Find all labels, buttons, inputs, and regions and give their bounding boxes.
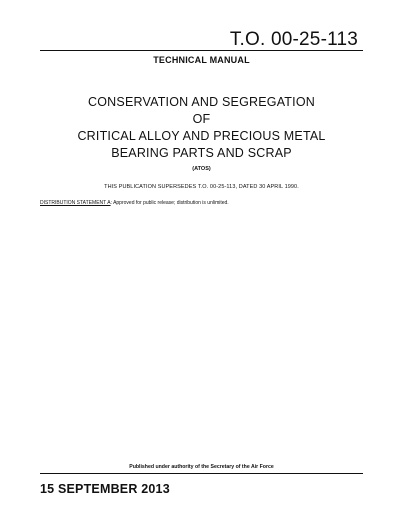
manual-type-heading: TECHNICAL MANUAL — [153, 55, 250, 65]
title-line-3: CRITICAL ALLOY AND PRECIOUS METAL — [77, 129, 326, 143]
top-divider — [40, 50, 363, 51]
atos-code: (ATOS) — [192, 166, 211, 172]
distribution-statement — [40, 200, 229, 206]
distribution-label: DISTRIBUTION STATEMENT A — [40, 200, 111, 206]
document-title — [40, 94, 363, 162]
supersedes-notice: THIS PUBLICATION SUPERSEDES T.O. 00-25-113, DATED 30 APRIL 1990. — [104, 184, 299, 190]
distribution-separator: : — [110, 200, 112, 206]
title-line-1: CONSERVATION AND SEGREGATION — [88, 95, 315, 109]
publication-authority: Published under authority of the Secretary of the Air Force — [129, 464, 274, 470]
technical-order-number: T.O. 00-25-113 — [229, 29, 358, 50]
distribution-text: Approved for public release; distribution is unlimited. — [111, 200, 229, 206]
title-line-2: OF — [192, 112, 211, 126]
title-line-4: BEARING PARTS AND SCRAP — [111, 146, 292, 160]
publication-date: 15 SEPTEMBER 2013 — [40, 482, 170, 496]
bottom-divider — [40, 473, 363, 474]
